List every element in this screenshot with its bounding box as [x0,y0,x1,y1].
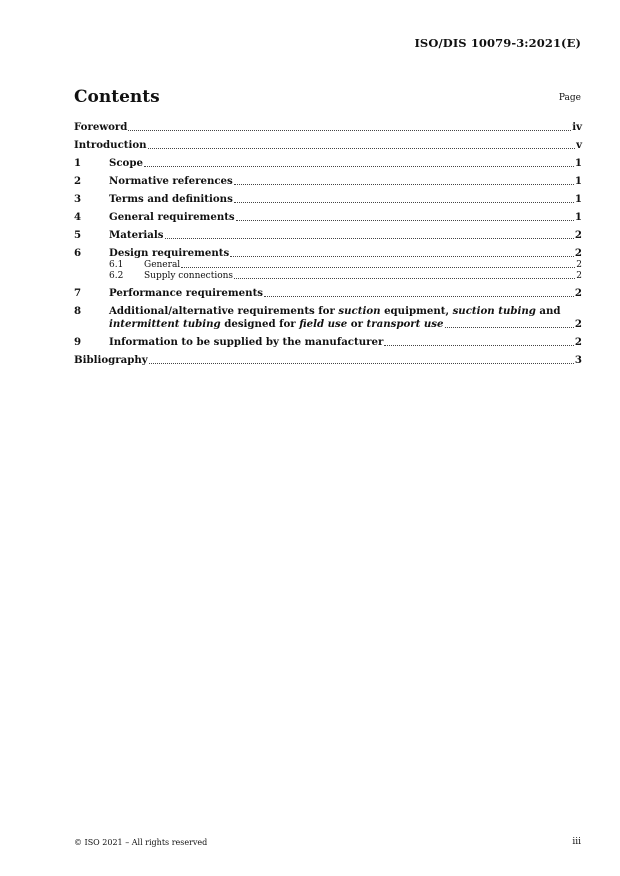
leader-dots [445,327,574,328]
toc-number: 3 [74,193,82,205]
toc-text: Additional/alternative requirements for [109,305,339,317]
toc-label: General [144,260,181,270]
toc-number: 2 [74,175,82,187]
toc-page: 2 [574,318,582,330]
toc-page: v [576,139,582,151]
leader-dots [236,220,574,221]
toc-entry-terms-and-definitions[interactable] [74,193,582,206]
toc-page: 2 [574,336,582,348]
toc-number: 8 [74,305,82,317]
toc-entry-performance-requirements[interactable] [74,287,582,300]
leader-dots [234,202,574,203]
toc-page: 2 [574,287,582,299]
toc-number: 9 [74,336,82,348]
toc-page: 1 [574,193,582,205]
toc-page: iv [572,121,582,133]
toc-entry-additional-requirements[interactable] [74,305,582,331]
toc-text-italic: intermittent tubing [109,318,221,330]
toc-label: Materials [109,229,164,241]
toc-text: or [347,318,367,330]
leader-dots [234,184,574,185]
toc-label: Supply connections [144,271,234,281]
toc-entry-scope[interactable] [74,157,582,170]
toc-number: 6.1 [109,260,124,270]
toc-text: equipment, [380,305,453,317]
toc-label: Foreword [74,121,128,133]
toc-label: Performance requirements [109,287,264,299]
toc-label: Terms and definitions [109,193,233,205]
toc-label: Introduction [74,139,147,151]
toc-page: 3 [574,354,582,366]
page-column-label: Page [558,93,581,103]
toc-number: 6.2 [109,271,124,281]
page-number: iii [572,837,581,847]
toc-label: Information to be supplied by the manufacturer [109,336,384,348]
toc-text-italic: field use [299,318,348,330]
toc-entry-general-requirements[interactable] [74,211,582,224]
toc-label: Scope [109,157,143,169]
toc-multiline-label [109,305,582,331]
toc-label: Bibliography [74,354,148,366]
toc-entry-information-supplied[interactable] [74,336,582,349]
toc-text-italic: suction tubing [452,305,536,317]
leader-dots [128,130,571,131]
toc-number: 7 [74,287,82,299]
leader-dots [148,148,576,149]
toc-label-line-2-text [109,318,444,331]
toc-page: 2 [574,247,582,259]
toc-page: 2 [574,229,582,241]
toc-label: Design requirements [109,247,230,259]
toc-page: 2 [576,260,582,270]
toc-text: designed for [220,318,300,330]
leader-dots [230,256,574,257]
leader-dots [144,166,574,167]
toc-entry-foreword[interactable] [74,121,582,134]
toc-page: 1 [574,157,582,169]
toc-text-italic: transport use [366,318,444,330]
toc-page: 2 [576,271,582,281]
copyright-notice: © ISO 2021 – All rights reserved [74,838,208,847]
leader-dots [165,238,574,239]
toc-label: General requirements [109,211,235,223]
toc-subentry-supply-connections[interactable] [74,271,582,282]
toc-text-italic: suction [338,305,381,317]
toc-label-line-2 [109,318,582,331]
toc-label: Normative references [109,175,233,187]
toc-number: 5 [74,229,82,241]
table-of-contents [74,121,582,367]
leader-dots [181,267,575,268]
leader-dots [234,278,575,279]
toc-page: 1 [574,211,582,223]
toc-entry-normative-references[interactable] [74,175,582,188]
toc-entry-bibliography[interactable] [74,354,582,367]
toc-number: 1 [74,157,82,169]
leader-dots [384,345,574,346]
toc-entry-design-requirements[interactable] [74,247,582,260]
toc-label-line-1 [109,305,582,318]
toc-text: and [535,305,561,317]
leader-dots [149,363,574,364]
toc-page: 1 [574,175,582,187]
leader-dots [264,296,574,297]
document-id: ISO/DIS 10079-3:2021(E) [414,36,581,50]
page-title: Contents [74,87,160,107]
toc-number: 6 [74,247,82,259]
toc-entry-materials[interactable] [74,229,582,242]
toc-subentry-general[interactable] [74,260,582,271]
toc-number: 4 [74,211,82,223]
toc-entry-introduction[interactable] [74,139,582,152]
